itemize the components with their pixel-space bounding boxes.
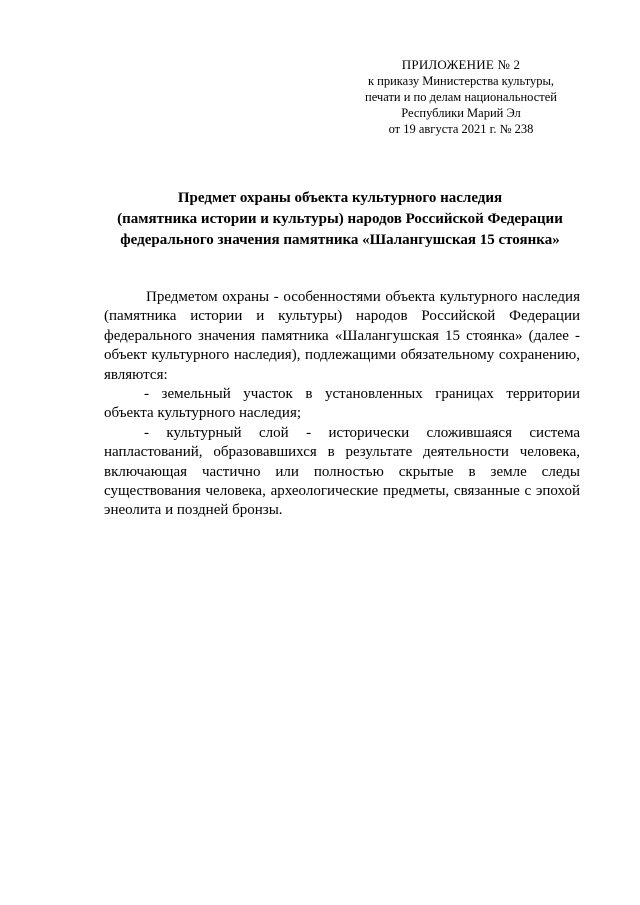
body-paragraph-land-plot: - земельный участок в установленных границах территории объекта культурного наследия; bbox=[104, 386, 580, 422]
title-line-3: федерального значения памятника «Шалангушская 15 стоянка» bbox=[120, 232, 560, 248]
document-title bbox=[60, 188, 620, 251]
body-paragraph-cultural-layer: - культурный слой - исторически сложившаяся система напластований, образовавшихся в результате деятельности человека, включающая частично или полностью скрытые в земле следы существования человека, археологические предметы, связанные с эпохой энеолита и поздней бронзы. bbox=[104, 424, 580, 519]
body-paragraph-intro: Предметом охраны - особенностями объекта культурного наследия (памятника истории и культуры) народов Российской Федерации федерального значения памятника «Шалангушская 15 стоянка» (далее - объект культурного наследия), подлежащими обязательному сохранению, являются: bbox=[104, 289, 580, 383]
title-line-1: Предмет охраны объекта культурного наследия bbox=[177, 190, 503, 206]
appendix-republic: Республики Марий Эл bbox=[401, 106, 521, 120]
appendix-number: ПРИЛОЖЕНИЕ № 2 bbox=[401, 57, 521, 72]
appendix-header bbox=[352, 57, 570, 137]
appendix-date: от 19 августа 2021 г. № 238 bbox=[388, 122, 534, 136]
appendix-ministry: печати и по делам национальностей bbox=[365, 90, 557, 104]
document-body bbox=[104, 288, 580, 521]
appendix-order-ref: к приказу Министерства культуры, bbox=[367, 74, 555, 88]
title-line-2: (памятника истории и культуры) народов Российской Федерации bbox=[117, 211, 563, 227]
